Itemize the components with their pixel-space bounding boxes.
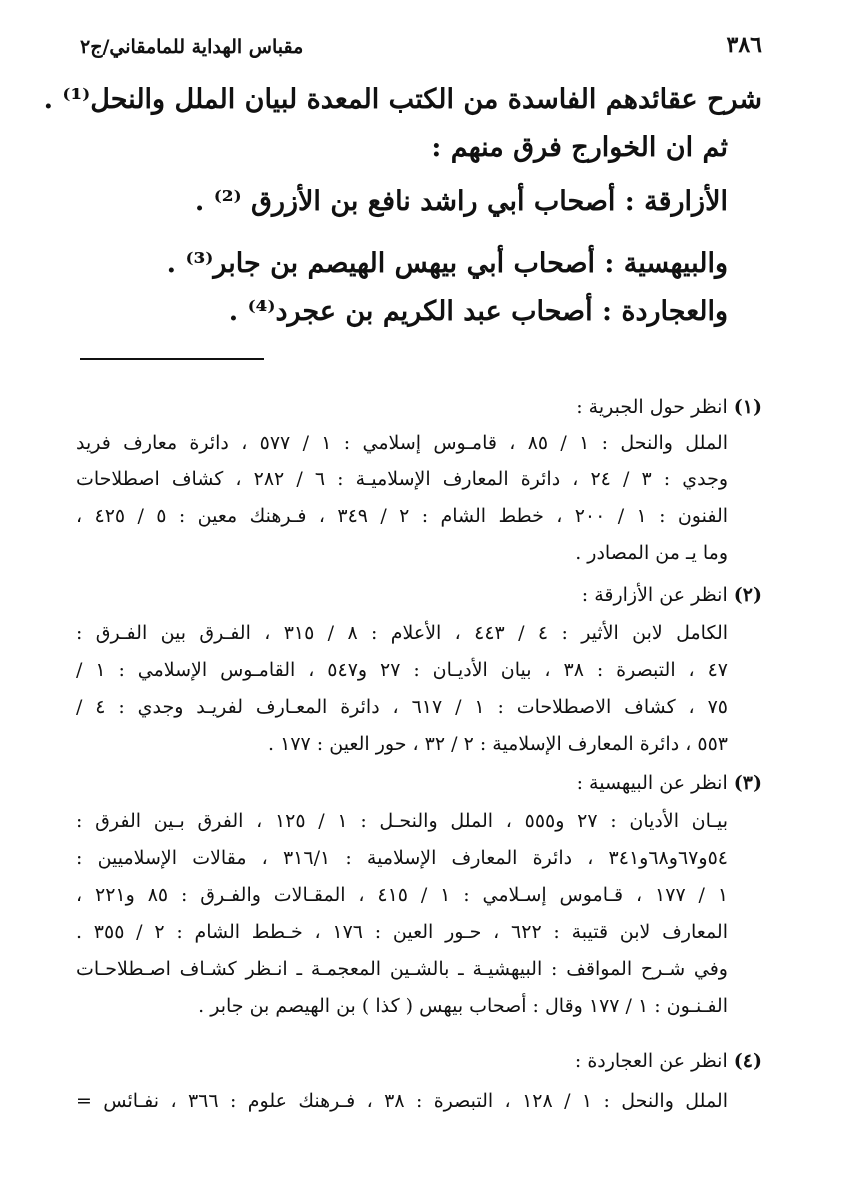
main-line: ثم ان الخوارج فرق منهم :	[431, 132, 728, 163]
main-line: والبيهسية : أصحاب أبي بيهس الهيصم بن جابر⁽³⁾ .	[166, 248, 728, 279]
main-line: والعجاردة : أصحاب عبد الكريم بن عجرد⁽⁴⁾ .	[228, 296, 728, 327]
footnote-line: ٤٧ ، التبصرة : ٣٨ ، بيان الأديـان : ٢٧ و٥٤٧ ، القامـوس الإسلامي : ١ /	[76, 659, 728, 681]
footnote-line: الملل والنحل : ١ / ١٢٨ ، التبصرة : ٣٨ ، فـرهنك علوم : ٣٦٦ ، نفـائس =	[76, 1090, 728, 1112]
footnote-line: وجدي : ٣ / ٢٤ ، دائرة المعارف الإسلاميـة : ٦ / ٢٨٢ ، كشاف اصطلاحات	[76, 468, 729, 490]
footnote-line: ٥٤و٦٧و٦٨و٣٤١ ، دائرة المعارف الإسلامية : ٣١٦/١ ، مقالات الإسلاميين :	[76, 847, 728, 869]
footnote-line: الفنون : ١ / ٢٠٠ ، خطط الشام : ٢ / ٣٤٩ ، فـرهنك معين : ٥ / ٤٢٥ ،	[76, 505, 729, 527]
footnote-line: وفي شـرح المواقف : البيهشيـة ـ بالشـين المعجمـة ـ انـظر كشـاف اصـطلاحـات	[76, 958, 728, 980]
footnote-line: وما يـ من المصادر .	[575, 542, 728, 564]
footnote-separator	[80, 358, 264, 360]
main-line: شرح عقائدهم الفاسدة من الكتب المعدة لبيان الملل والنحل⁽¹⁾ .	[43, 84, 762, 115]
footnote-heading-text: انظر حول الجبرية :	[576, 396, 728, 418]
footnote-heading	[582, 584, 762, 606]
footnote-number: (٢)	[733, 584, 762, 606]
footnote-heading-text: انظر عن الأزارقة :	[581, 584, 728, 606]
footnote-number: (٤)	[733, 1050, 762, 1072]
footnote-heading	[577, 772, 762, 794]
footnote-line: الفـنـون : ١ / ١٧٧ وقال : أصحاب بيهس ( كذا ) بن الهيصم بن جابر .	[198, 995, 728, 1017]
footnote-heading-text: انظر عن البيهسية :	[576, 772, 728, 794]
footnote-line: ٥٥٣ ، دائرة المعارف الإسلامية : ٢ / ٣٢ ، حور العين : ١٧٧ .	[268, 733, 728, 755]
footnote-line: المعارف لابن قتيبة : ٦٢٢ ، حـور العين : ١٧٦ ، خـطط الشام : ٢ / ٣٥٥ .	[76, 921, 729, 943]
footnote-line: بيـان الأديان : ٢٧ و٥٥٥ ، الملل والنحـل : ١ / ١٢٥ ، الفرق بـين الفرق :	[76, 810, 729, 832]
page-number: ٣٨٦	[726, 32, 762, 58]
footnote-line: ١ / ١٧٧ ، قـاموس إسـلامي : ١ / ٤١٥ ، المقـالات والفـرق : ٨٥ و٢٢١ ،	[76, 884, 729, 906]
footnote-heading	[575, 1050, 762, 1072]
main-line: الأزارقة : أصحاب أبي راشد نافع بن الأزرق ⁽²⁾ .	[194, 186, 728, 217]
footnote-line: الملل والنحل : ١ / ٨٥ ، قامـوس إسلامي : ١ / ٥٧٧ ، دائرة معارف فريد	[76, 432, 729, 454]
running-title: مقباس الهداية للمامقاني/ج٢	[80, 36, 304, 58]
footnote-number: (٣)	[733, 772, 762, 794]
footnote-heading-text: انظر عن العجاردة :	[574, 1050, 728, 1072]
footnote-line: ٧٥ ، كشاف الاصطلاحات : ١ / ٦١٧ ، دائرة المعـارف لفريـد وجدي : ٤ /	[76, 696, 728, 718]
footnote-line: الكامل لابن الأثير : ٤ / ٤٤٣ ، الأعلام : ٨ / ٣١٥ ، الفـرق بين الفـرق :	[76, 622, 729, 644]
footnote-number: (١)	[733, 396, 762, 418]
footnote-heading	[576, 396, 762, 418]
